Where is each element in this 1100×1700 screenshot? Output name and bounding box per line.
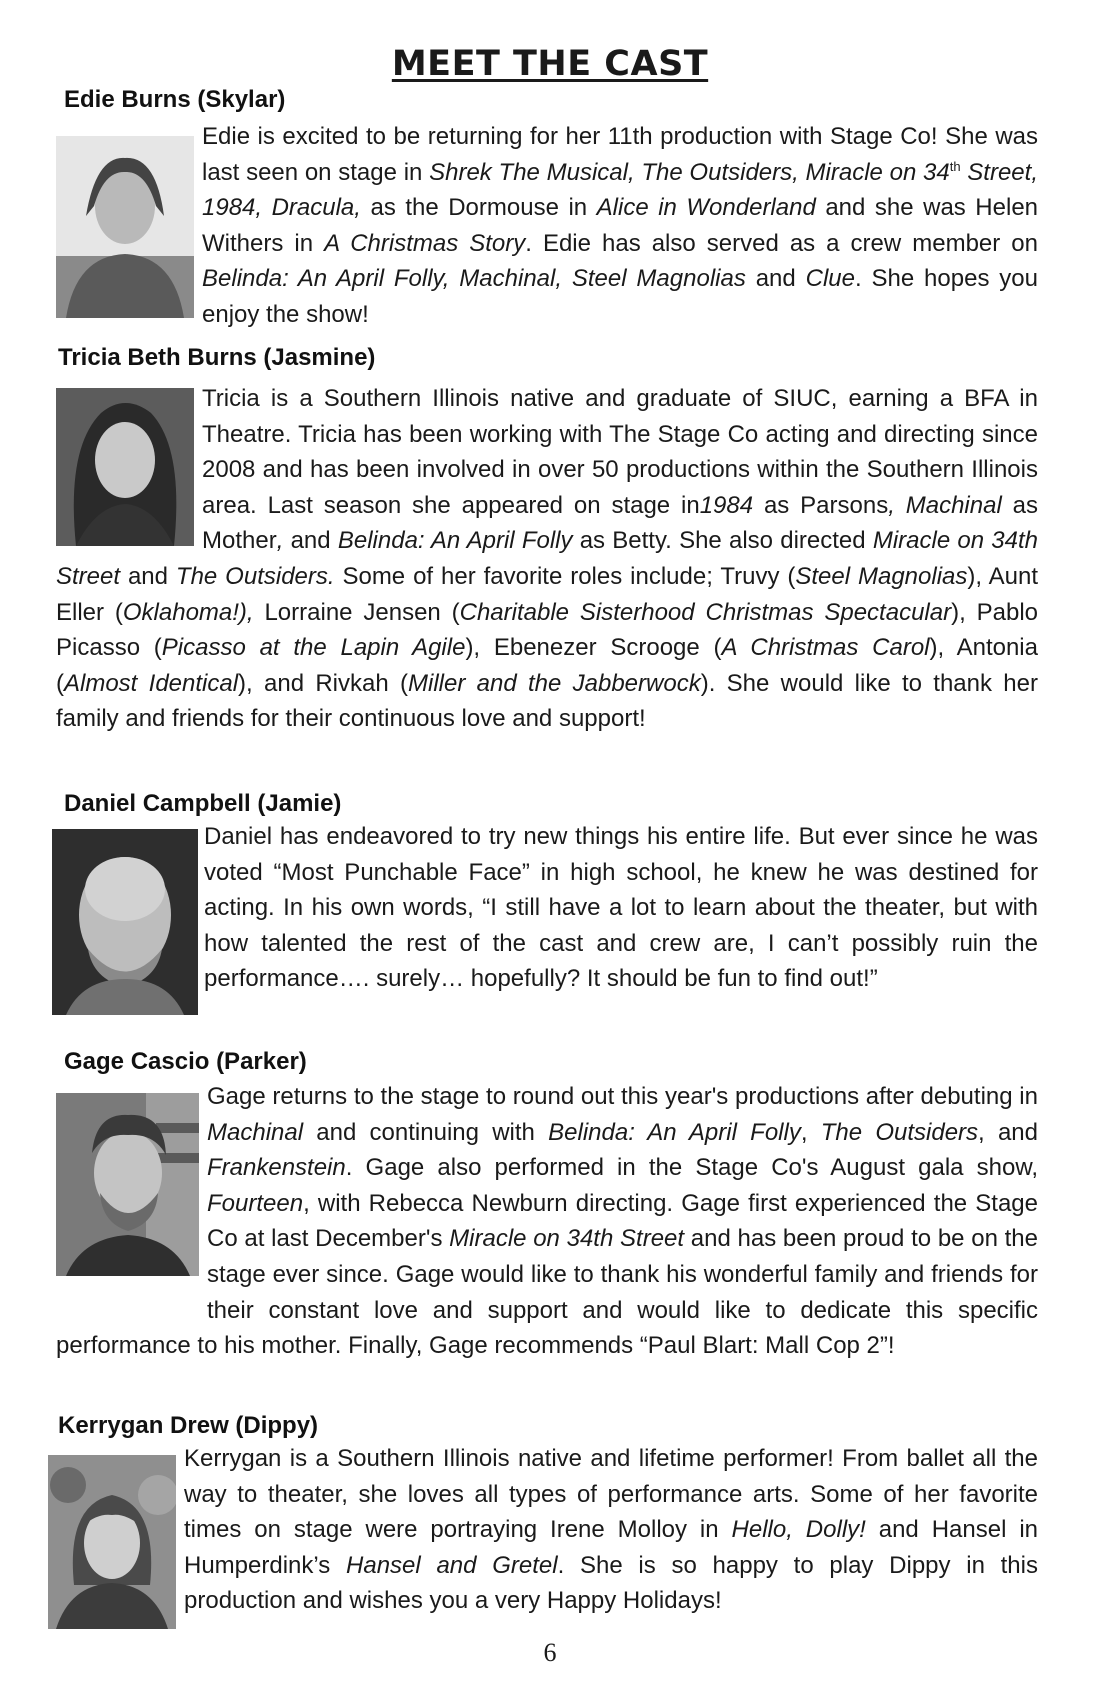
bio-text: Gage returns to the stage to round out this year's productions after debuting in [207, 1083, 1038, 1110]
bio-title: Machinal [207, 1118, 304, 1146]
bio-title: Fourteen [207, 1189, 304, 1217]
bio-title: Belinda: An April Folly [337, 527, 573, 555]
bio-text: ). She would like to thank her family and friends for their continuous love and support! [56, 669, 1038, 733]
bio-title: Alice in Wonderland [596, 194, 816, 222]
bio-text: Some of her favorite roles include; Truvy ( [334, 562, 796, 590]
bio-text: as Betty. She also directed [572, 527, 873, 555]
bio-text: ), and Rivkah ( [238, 669, 408, 697]
cast-bio [56, 1079, 1038, 1364]
bio-text: ), Aunt Eller ( [56, 562, 1038, 626]
bio-text: ), Ebenezer Scrooge ( [465, 634, 722, 662]
bio-title: Oklahoma!), [122, 598, 254, 626]
bio-text: as the Dormouse in [360, 194, 597, 222]
bio-title: Miracle on 34th Street [449, 1225, 685, 1253]
bio-text: . She is so happy to play Dippy in this production and wishes you a very Happy Holidays! [184, 1551, 1038, 1615]
page-title: MEET THE CAST [391, 44, 709, 84]
bio-text: ), Antonia ( [56, 634, 1038, 697]
bio-title: Street, 1984, Dracula, [202, 158, 1038, 222]
bio-title: , Machinal [888, 491, 1002, 519]
cast-bio [56, 819, 1038, 1034]
bio-title: Frankenstein [207, 1154, 346, 1182]
bio-title: Clue [805, 265, 855, 293]
bio-title: Steel Magnolias [795, 562, 968, 590]
bio-text: Tricia is a Southern Illinois native and graduate of SIUC, earning a BFA in Theatre. Tricia has been working with The Stage Co acting and directing since 2008 and has been involved in over 50 productions within the Southern Illinois area. Last season she appeared on stage in [202, 385, 1038, 519]
photo-spacer [56, 119, 202, 301]
bio-title: Hansel and Gretel [346, 1551, 558, 1579]
bio-title: The Outsiders. [175, 562, 335, 590]
bio-title: 1984 [699, 491, 754, 519]
bio-text: and Hansel in Humperdink’s [184, 1516, 1038, 1579]
cast-name: Daniel Campbell (Jamie) [64, 790, 342, 817]
bio-title: The Outsiders [820, 1118, 979, 1146]
bio-superscript: th [949, 158, 961, 174]
bio-title: Belinda: An April Folly [548, 1118, 801, 1146]
bio-text: , with Rebecca Newburn directing. Gage first experienced the Stage Co at last December's [207, 1189, 1038, 1253]
page-number: 6 [543, 1638, 557, 1667]
bio-text: and she was Helen Withers in [202, 194, 1039, 257]
bio-text: and has been proud to be on the stage ever since. Gage would like to thank his wonderful family and friends for their constant love and support and would like to dedicate this specific performance to his mother. Finally, Gage recommends “Paul Blart: Mall Cop 2”! [56, 1225, 1038, 1360]
photo-spacer [56, 1441, 184, 1621]
bio-text: Lorraine Jensen ( [253, 598, 460, 626]
bio-title: A Christmas Story [324, 229, 526, 257]
bio-text: Kerrygan is a Southern Illinois native and lifetime performer! From ballet all the way to theater, she loves all types of performance arts. Some of her favorite times on stage were portraying Irene Molloy in [184, 1445, 1038, 1544]
bio-text: . Gage also performed in the Stage Co's August gala show, [345, 1154, 1038, 1182]
bio-text: as Mother [202, 491, 1039, 555]
bio-title: Miller and the Jabberwock [408, 669, 701, 697]
bio-title: Hello, Dolly! [731, 1516, 866, 1544]
bio-text: . She hopes you enjoy the show! [202, 265, 1038, 328]
cast-bio [56, 1441, 1038, 1621]
bio-title: Shrek The Musical, The Outsiders, Miracle on 34 [429, 158, 950, 186]
cast-name: Gage Cascio (Parker) [64, 1048, 307, 1075]
cast-name: Edie Burns (Skylar) [64, 86, 286, 113]
bio-text: , and [978, 1118, 1038, 1146]
bio-text: Daniel has endeavored to try new things his entire life. But ever since he was voted “Most Punchable Face” in high school, he knew he was destined for acting. In his own words, “I still have a lot to learn about the theater, but with how talented the rest of the cast and crew are, I can’t possibly ruin the performance…. surely… hopefully? It should be fun to find out!” [204, 823, 1038, 993]
cast-name: Kerrygan Drew (Dippy) [58, 1412, 319, 1439]
bio-text: as Parsons [753, 491, 889, 519]
bio-title: Picasso at the Lapin Agile [161, 634, 466, 662]
cast-bio [56, 381, 1038, 737]
bio-title: Almost Identical [64, 669, 239, 697]
photo-spacer [56, 819, 204, 1034]
bio-text: , [800, 1118, 821, 1146]
bio-text: . Edie has also served as a crew member on [525, 229, 1038, 257]
photo-spacer [56, 1079, 207, 1294]
bio-text: and [745, 265, 806, 293]
bio-text: ), Pablo Picasso ( [56, 598, 1038, 662]
bio-title: A Christmas Carol [721, 634, 930, 662]
bio-title: Belinda: An April Folly, Machinal, Steel Magnolias [202, 265, 746, 293]
bio-title: Charitable Sisterhood Christmas Spectacular [459, 598, 952, 626]
bio-title: Miracle on 34th Street [56, 527, 1039, 590]
cast-bio [56, 119, 1038, 333]
bio-text: and [283, 527, 338, 555]
bio-text: Edie is excited to be returning for her 11th production with Stage Co! She was last seen on stage in [202, 123, 1038, 186]
photo-spacer [56, 381, 202, 541]
bio-text: and continuing with [303, 1118, 549, 1146]
bio-title: , [276, 527, 284, 555]
bio-text: and [120, 562, 176, 590]
cast-name: Tricia Beth Burns (Jasmine) [58, 344, 376, 371]
